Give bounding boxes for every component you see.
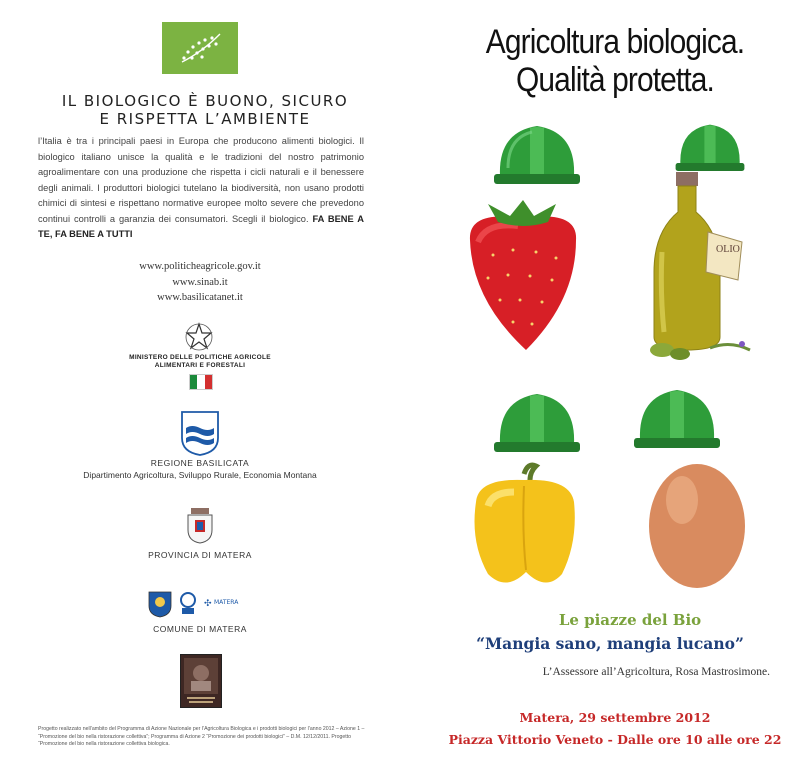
event-location-time: Piazza Vittorio Veneto - Dalle ore 10 alle ore 22: [448, 732, 782, 747]
event-date: Matera, 29 settembre 2012: [519, 710, 711, 725]
eu-organic-logo: [162, 22, 238, 74]
intro-paragraph: [38, 134, 364, 243]
event-name: Le piazze del Bio: [558, 611, 702, 629]
yellow-pepper-image: [466, 462, 584, 592]
svg-text:✣: ✣: [204, 599, 212, 609]
provincia-matera-crest-icon: [186, 508, 214, 544]
ministry-line-1: MINISTERO DELLE POLITICHE AGRICOLE: [129, 354, 271, 361]
headline-line-2: E RISPETTA L’AMBIENTE: [99, 110, 311, 128]
svg-text:MATERA: MATERA: [214, 599, 239, 606]
ministry-line-2: ALIMENTARI E FORESTALI: [154, 362, 246, 369]
assessor-signature: L’Assessore all’Agricoltura, Rosa Mastrosimone.: [542, 666, 770, 678]
green-helmet-icon: [492, 386, 582, 463]
book-cover-image: [180, 654, 222, 708]
footer-project-note: Progetto realizzato nell’ambito del Programma di Azione Nazionale per l’Agricoltura Biologica e i prodotti biologici per l’anno 2012 – Azione 1 – “Promozione del bio nella ristorazione collettiva”; Programma di Azione 2 “Promozione dei prodotti biologici” – D.M. 12/12/2011. Progetto “Promozione del bio nella ristorazione collettiva biologica.: [38, 726, 365, 747]
strawberry-image: [458, 200, 588, 355]
link-politicheagricole[interactable]: www.politicheagricole.gov.it: [139, 261, 261, 272]
olive-bottle-label: OLIO: [716, 244, 740, 255]
main-title-line-1: Agricoltura biologica.: [485, 23, 745, 61]
paragraph-slogan: FA BENE A TE, FA BENE A TUTTI: [38, 213, 364, 239]
right-panel: [400, 0, 800, 783]
headline-line-1: IL BIOLOGICO È BUONO, SICURO: [61, 92, 349, 110]
egg-image: [646, 452, 748, 590]
event-slogan: “Mangia sano, mangia lucano”: [476, 634, 744, 653]
ministry-emblem-icon: [184, 322, 214, 352]
provincia-label: PROVINCIA DI MATERA: [148, 550, 252, 560]
region-department: Dipartimento Agricoltura, Sviluppo Rurale, Economia Montana: [83, 470, 317, 480]
link-basilicatanet[interactable]: www.basilicatanet.it: [157, 292, 243, 303]
comune-label: COMUNE DI MATERA: [153, 624, 247, 634]
green-helmet-icon: [632, 382, 722, 459]
main-title-line-2: Qualità protetta.: [516, 61, 714, 99]
green-helmet-icon: [492, 118, 582, 195]
link-sinab[interactable]: www.sinab.it: [172, 277, 228, 288]
italian-flag-icon: [189, 374, 213, 390]
olive-oil-bottle-image: [630, 172, 760, 362]
regione-basilicata-shield-icon: [180, 410, 220, 456]
paragraph-text: l’Italia è tra i principali paesi in Europa che producono alimenti biologici. Il biologico italiano unisce la qualità e le tradizioni del nostro patrimonio agroalimentare con una produzione che rispetta i cicli naturali e il benessere degli animali. I produttori biologici tutelano la biodiversità, non usano prodotti chimici di sintesi e rispettano normative europee molto severe che prevedono continui controlli a garanzia dei consumatori. Scegli il biologico.: [38, 136, 364, 224]
region-name: REGIONE BASILICATA: [150, 458, 250, 468]
comune-matera-logos: [146, 588, 256, 618]
